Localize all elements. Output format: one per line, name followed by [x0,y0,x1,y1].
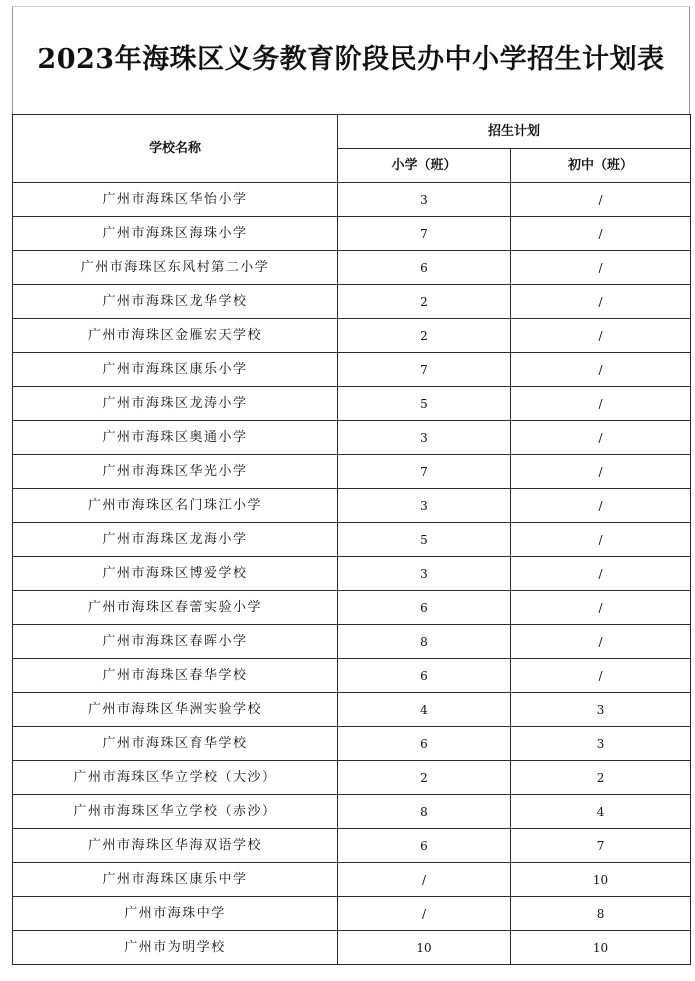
table-row [13,557,691,591]
table-row [13,591,691,625]
table-row [13,795,691,829]
junior-classes-cell: 3 [511,693,691,727]
table-row [13,659,691,693]
school-name-cell: 广州市海珠区华怡小学 [13,183,338,217]
header-school-name: 学校名称 [13,115,338,183]
school-name-cell: 广州市海珠区海珠小学 [13,217,338,251]
school-name-cell: 广州市海珠区博爱学校 [13,557,338,591]
primary-classes-cell: 3 [338,421,511,455]
primary-classes-cell: 7 [338,455,511,489]
junior-classes-cell: 10 [511,863,691,897]
junior-classes-cell: / [511,625,691,659]
primary-classes-cell: 5 [338,387,511,421]
primary-classes-cell: 8 [338,625,511,659]
school-name-cell: 广州市海珠区龙华学校 [13,285,338,319]
table-row [13,523,691,557]
junior-classes-cell: / [511,353,691,387]
table-row [13,455,691,489]
junior-classes-cell: / [511,285,691,319]
junior-classes-cell: / [511,523,691,557]
school-name-cell: 广州市海珠中学 [13,897,338,931]
junior-classes-cell: / [511,455,691,489]
school-name-cell: 广州市海珠区东风村第二小学 [13,251,338,285]
primary-classes-cell: 6 [338,727,511,761]
primary-classes-cell: 7 [338,353,511,387]
table-row [13,353,691,387]
primary-classes-cell: / [338,897,511,931]
primary-classes-cell: 2 [338,761,511,795]
junior-classes-cell: 4 [511,795,691,829]
junior-classes-cell: 8 [511,897,691,931]
primary-classes-cell: 10 [338,931,511,965]
junior-classes-cell: / [511,251,691,285]
primary-classes-cell: 6 [338,829,511,863]
junior-classes-cell: 3 [511,727,691,761]
header-primary-classes: 小学（班） [338,149,511,183]
junior-classes-cell: / [511,319,691,353]
table-row [13,183,691,217]
table-row [13,251,691,285]
school-name-cell: 广州市海珠区华海双语学校 [13,829,338,863]
junior-classes-cell: / [511,489,691,523]
header-row-1 [13,115,691,149]
table-row [13,897,691,931]
table-row [13,863,691,897]
junior-classes-cell: / [511,217,691,251]
primary-classes-cell: 2 [338,285,511,319]
document-title: 2023年海珠区义务教育阶段民办中小学招生计划表 [37,44,665,75]
junior-classes-cell: 10 [511,931,691,965]
table-row [13,727,691,761]
school-name-cell: 广州市海珠区春晖小学 [13,625,338,659]
junior-classes-cell: / [511,591,691,625]
junior-classes-cell: / [511,183,691,217]
table-row [13,625,691,659]
table-row [13,489,691,523]
school-name-cell: 广州市海珠区育华学校 [13,727,338,761]
school-name-cell: 广州市海珠区华光小学 [13,455,338,489]
primary-classes-cell: 2 [338,319,511,353]
school-name-cell: 广州市海珠区康乐中学 [13,863,338,897]
school-name-cell: 广州市海珠区华洲实验学校 [13,693,338,727]
school-name-cell: 广州市为明学校 [13,931,338,965]
primary-classes-cell: 5 [338,523,511,557]
table-row [13,319,691,353]
table-body [13,183,691,965]
table-row [13,387,691,421]
junior-classes-cell: 2 [511,761,691,795]
enrollment-plan-table [12,114,691,965]
school-name-cell: 广州市海珠区康乐小学 [13,353,338,387]
primary-classes-cell: 8 [338,795,511,829]
school-name-cell: 广州市海珠区华立学校（大沙） [13,761,338,795]
school-name-cell: 广州市海珠区金雁宏天学校 [13,319,338,353]
header-junior-classes: 初中（班） [511,149,691,183]
table-row [13,421,691,455]
school-name-cell: 广州市海珠区华立学校（赤沙） [13,795,338,829]
school-name-cell: 广州市海珠区春华学校 [13,659,338,693]
primary-classes-cell: 3 [338,489,511,523]
junior-classes-cell: / [511,557,691,591]
table-row [13,285,691,319]
primary-classes-cell: / [338,863,511,897]
header-enrollment-plan: 招生计划 [338,115,691,149]
table-row [13,217,691,251]
primary-classes-cell: 6 [338,591,511,625]
school-name-cell: 广州市海珠区春蕾实验小学 [13,591,338,625]
table-row [13,931,691,965]
school-name-cell: 广州市海珠区奥通小学 [13,421,338,455]
table-row [13,693,691,727]
primary-classes-cell: 7 [338,217,511,251]
junior-classes-cell: / [511,387,691,421]
primary-classes-cell: 6 [338,251,511,285]
junior-classes-cell: / [511,421,691,455]
school-name-cell: 广州市海珠区名门珠江小学 [13,489,338,523]
table-row [13,761,691,795]
junior-classes-cell: 7 [511,829,691,863]
primary-classes-cell: 6 [338,659,511,693]
school-name-cell: 广州市海珠区龙涛小学 [13,387,338,421]
primary-classes-cell: 3 [338,183,511,217]
school-name-cell: 广州市海珠区龙海小学 [13,523,338,557]
junior-classes-cell: / [511,659,691,693]
primary-classes-cell: 4 [338,693,511,727]
table-row [13,829,691,863]
primary-classes-cell: 3 [338,557,511,591]
